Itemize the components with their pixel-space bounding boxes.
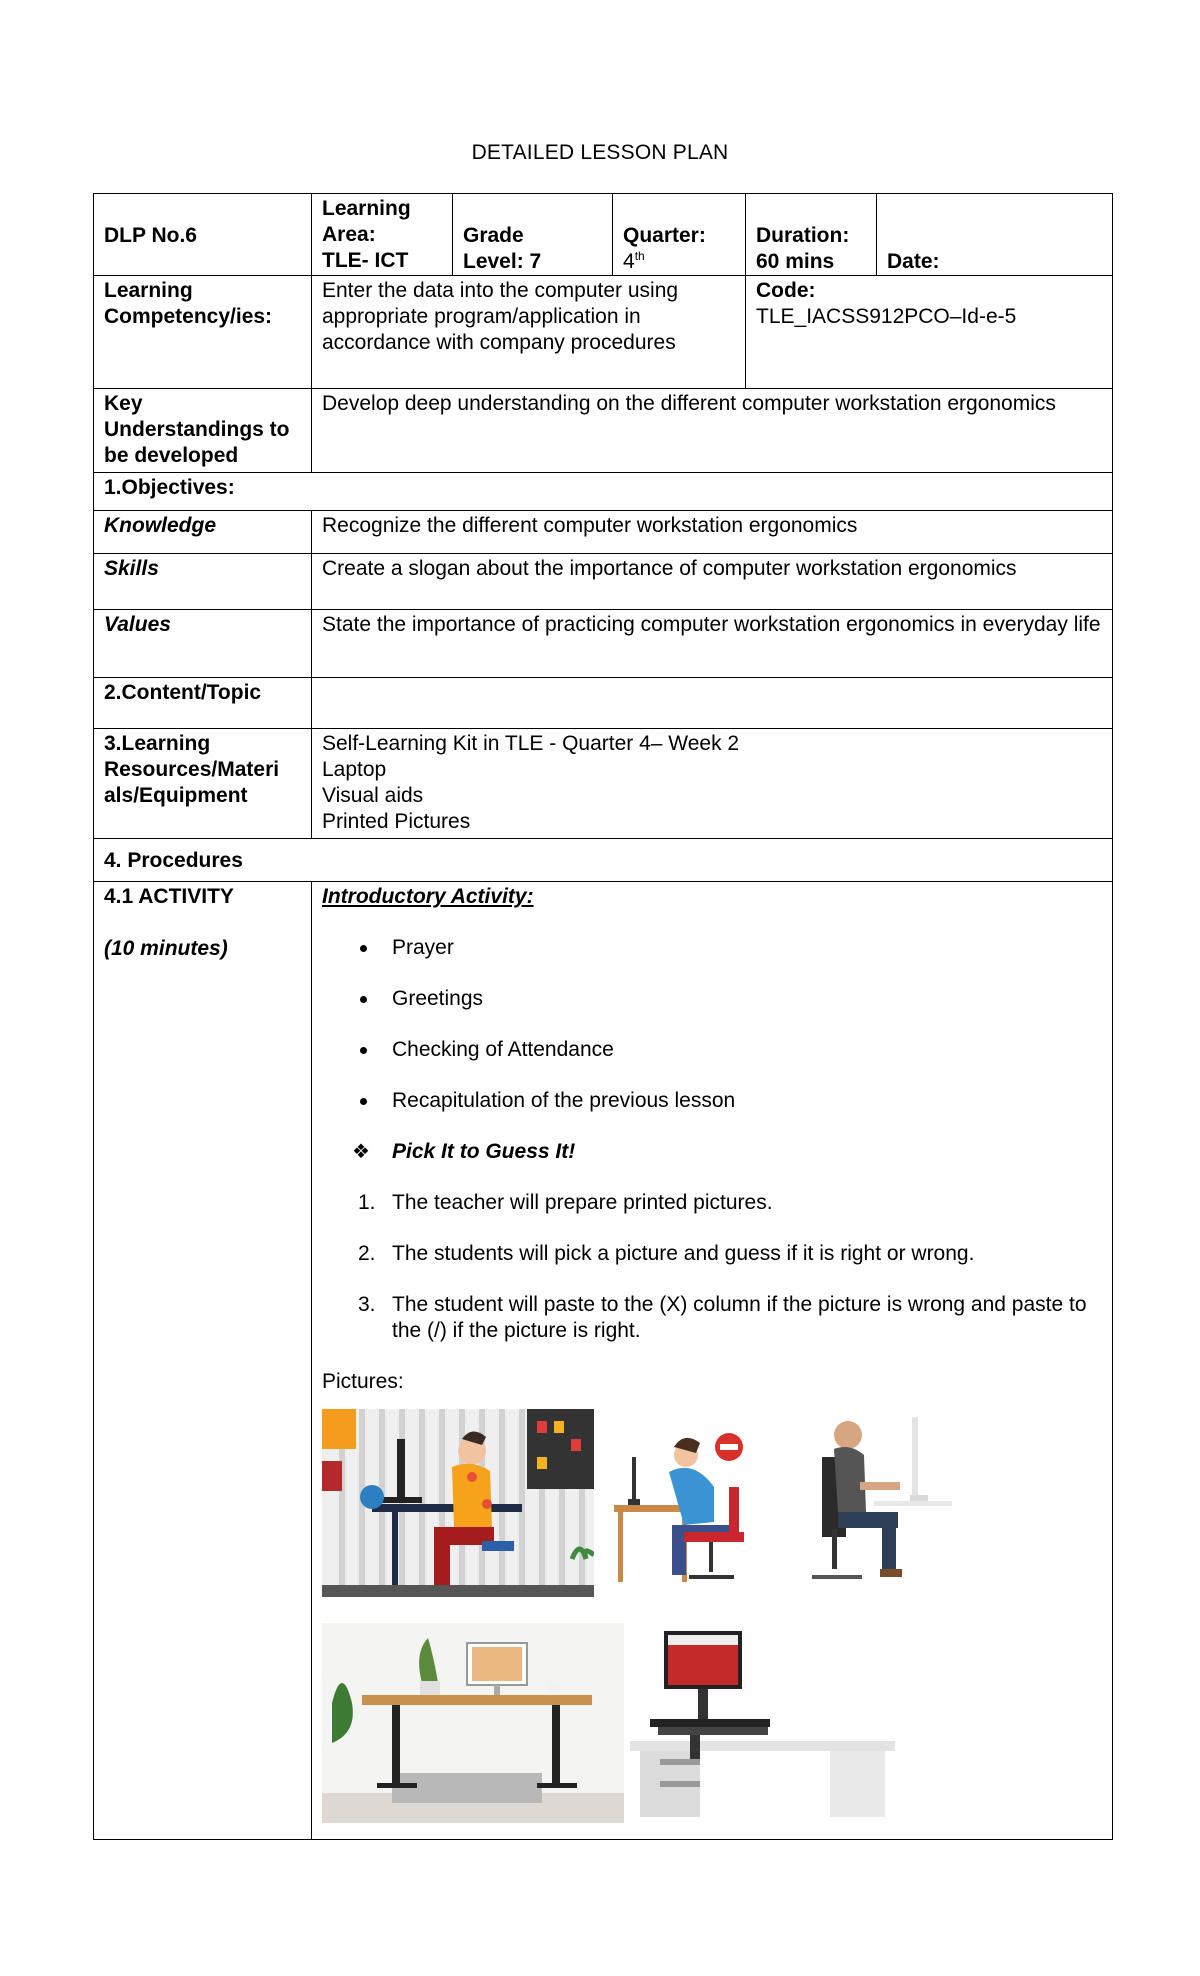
picture-correct-posture-photo bbox=[792, 1417, 952, 1595]
procedures-heading: 4. Procedures bbox=[94, 839, 1113, 882]
list-item bbox=[322, 1292, 1102, 1344]
step-number: 2. bbox=[358, 1242, 376, 1265]
competency-row bbox=[94, 276, 1113, 389]
values-label: Values bbox=[94, 610, 312, 678]
dlp-number: DLP No.6 bbox=[94, 194, 312, 276]
competency-text: Enter the data into the computer using appropriate program/application in accordance with company procedures bbox=[312, 276, 746, 389]
knowledge-row bbox=[94, 511, 1113, 554]
objectives-heading: 1.Objectives: bbox=[94, 473, 1113, 511]
intro-bullet-list bbox=[322, 935, 1102, 1114]
code-value: TLE_IACSS912PCO–Id-e-5 bbox=[756, 305, 1017, 328]
picture-bad-posture-illustration bbox=[322, 1409, 594, 1597]
list-item: Recapitulation of the previous lesson bbox=[322, 1088, 1102, 1114]
quarter-value bbox=[623, 249, 735, 275]
date-cell: Date: bbox=[877, 194, 1113, 276]
competency-code bbox=[746, 276, 1113, 389]
duration-label: Duration: bbox=[756, 224, 850, 247]
code-label: Code: bbox=[756, 279, 816, 302]
pictures-area bbox=[322, 1409, 1102, 1829]
list-item bbox=[322, 1190, 1102, 1216]
step-text: The teacher will prepare printed pictures. bbox=[392, 1191, 773, 1214]
duration-value: 60 mins bbox=[756, 250, 835, 273]
grade-line-1: Grade bbox=[463, 224, 524, 247]
activity-label: 4.1 ACTIVITY bbox=[104, 885, 234, 908]
knowledge-label: Knowledge bbox=[94, 511, 312, 554]
list-item bbox=[322, 1241, 1102, 1267]
activity-row bbox=[94, 882, 1113, 1840]
resources-row bbox=[94, 729, 1113, 839]
picture-hunched-posture bbox=[614, 1417, 764, 1592]
game-heading bbox=[322, 1139, 1102, 1165]
learning-area bbox=[312, 194, 453, 276]
learning-area-line-2: Area: bbox=[322, 223, 376, 246]
steps-list bbox=[322, 1190, 1102, 1344]
list-item: Greetings bbox=[322, 986, 1102, 1012]
key-understandings-text: Develop deep understanding on the different computer workstation ergonomics bbox=[312, 389, 1113, 473]
pictures-label: Pictures: bbox=[322, 1370, 404, 1393]
header-row bbox=[94, 194, 1113, 276]
skills-text: Create a slogan about the importance of computer workstation ergonomics bbox=[312, 554, 1113, 610]
quarter-label: Quarter: bbox=[623, 224, 706, 247]
picture-standing-desk-photo bbox=[322, 1623, 624, 1823]
picture-monitor-arm-photo bbox=[630, 1621, 895, 1817]
step-text: The student will paste to the (X) column if the picture is wrong and paste to the (/) if the picture is right. bbox=[392, 1293, 1087, 1342]
key-understandings-label: Key Understandings to be developed bbox=[94, 389, 312, 473]
duration bbox=[746, 194, 877, 276]
resources-list bbox=[312, 729, 1113, 839]
document-title: DETAILED LESSON PLAN bbox=[471, 141, 729, 164]
learning-area-line-3: TLE- ICT bbox=[322, 249, 409, 272]
quarter-suffix: th bbox=[634, 249, 645, 263]
resource-item: Laptop bbox=[322, 758, 387, 781]
diamond-bullet-icon: ❖ bbox=[352, 1141, 370, 1163]
activity-content bbox=[312, 882, 1113, 1840]
list-item: Prayer bbox=[322, 935, 1102, 961]
activity-label-cell bbox=[94, 882, 312, 1840]
step-text: The students will pick a picture and guess if it is right or wrong. bbox=[392, 1242, 975, 1265]
resources-label: 3.Learning Resources/Materi als/Equipment bbox=[94, 729, 312, 839]
key-understandings-row bbox=[94, 389, 1113, 473]
grade-level bbox=[453, 194, 613, 276]
values-row bbox=[94, 610, 1113, 678]
content-text bbox=[312, 678, 1113, 729]
grade-line-2: Level: 7 bbox=[463, 250, 542, 273]
step-number: 1. bbox=[358, 1191, 376, 1214]
resource-item: Self-Learning Kit in TLE - Quarter 4– Week 2 bbox=[322, 732, 740, 755]
competency-label: Learning Competency/ies: bbox=[94, 276, 312, 389]
resource-item: Printed Pictures bbox=[322, 810, 471, 833]
objectives-heading-row bbox=[94, 473, 1113, 511]
activity-time: (10 minutes) bbox=[104, 937, 228, 960]
quarter bbox=[613, 194, 746, 276]
step-number: 3. bbox=[358, 1293, 376, 1316]
knowledge-text: Recognize the different computer workstation ergonomics bbox=[312, 511, 1113, 554]
lesson-plan-table bbox=[93, 193, 1113, 1840]
game-title: Pick It to Guess It! bbox=[392, 1140, 576, 1163]
learning-area-line-1: Learning bbox=[322, 197, 411, 220]
skills-row bbox=[94, 554, 1113, 610]
list-item: Checking of Attendance bbox=[322, 1037, 1102, 1063]
intro-title: Introductory Activity: bbox=[322, 885, 534, 908]
content-row bbox=[94, 678, 1113, 729]
quarter-number: 4 bbox=[623, 250, 635, 273]
skills-label: Skills bbox=[94, 554, 312, 610]
resource-item: Visual aids bbox=[322, 784, 424, 807]
values-text: State the importance of practicing computer workstation ergonomics in everyday life bbox=[312, 610, 1113, 678]
content-label: 2.Content/Topic bbox=[94, 678, 312, 729]
procedures-heading-row bbox=[94, 839, 1113, 882]
